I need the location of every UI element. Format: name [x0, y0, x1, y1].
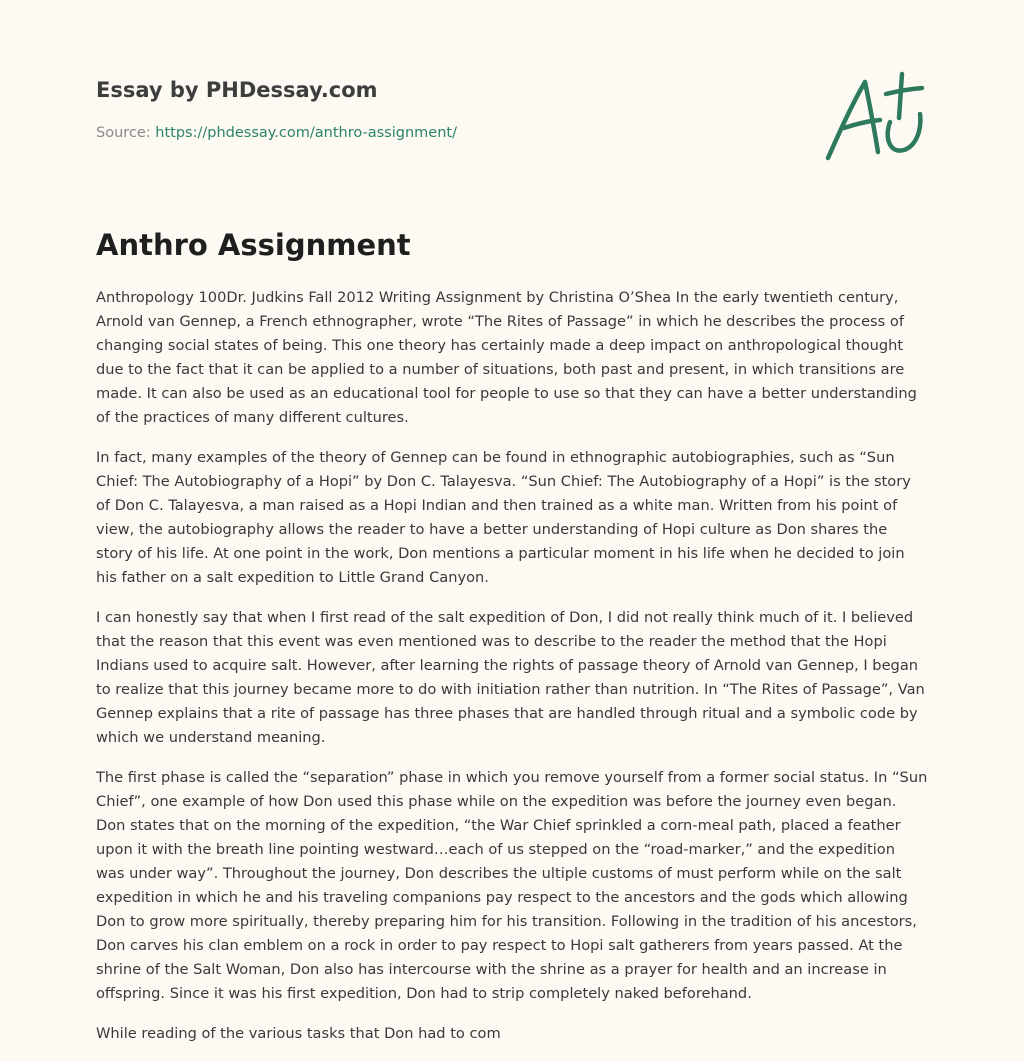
essay-paragraph: The first phase is called the “separation” phase in which you remove yourself from a former social status. In “Sun Chief”, one example of how Don used this phase while on the expedition was before the journey even began. Don states that on the morning of the expedition, “the War Chief sprinkled a corn-meal path, placed a feather upon it with the breath line pointing westward…each of us stepped on the “road-marker,” and the expedition was under way”. Throughout the journey, Don describes the ultiple customs of must perform while on the salt expedition in which he and his traveling companions pay respect to the ancestors and the gods which allowing Don to grow more spiritually, thereby preparing him for his transition. Following in the tradition of his ancestors, Don carves his clan emblem on a rock in order to pay respect to Hopi salt gatherers from years passed. At the shrine of the Salt Woman, Don also has intercourse with the shrine as a prayer for health and an increase in offspring. Since it was his first expedition, Don had to strip completely naked beforehand. [96, 769, 928, 1002]
essay-paragraph-truncated: While reading of the various tasks that Don had to com [96, 1025, 501, 1042]
essay-title: Anthro Assignment [96, 228, 411, 262]
a-plus-logo [818, 66, 928, 166]
a-plus-logo-icon [818, 66, 928, 166]
essay-paragraph: Anthropology 100Dr. Judkins Fall 2012 Writing Assignment by Christina O’Shea In the early twentieth century, Arnold van Gennep, a French ethnographer, wrote “The Rites of Passage” in which he describes the process of changing social states of being. This one theory has certainly made a deep impact on anthropological thought due to the fact that it can be applied to a number of situations, both past and present, in which transitions are made. It can also be used as an educational tool for people to use so that they can have a better understanding of the practices of many different cultures. [96, 289, 917, 426]
essay-paragraph: In fact, many examples of the theory of Gennep can be found in ethnographic autobiographies, such as “Sun Chief: The Autobiography of a Hopi” by Don C. Talayesva. “Sun Chief: The Autobiography of a Hopi” is the story of Don C. Talayesva, a man raised as a Hopi Indian and then trained as a white man. Written from his point of view, the autobiography allows the reader to have a better understanding of Hopi culture as Don shares the story of his life. At one point in the work, Don mentions a particular moment in his life when he decided to join his father on a salt expedition to Little Grand Canyon. [96, 449, 911, 586]
source-link[interactable]: https://phdessay.com/anthro-assignment/ [155, 125, 457, 141]
essay-paragraph: I can honestly say that when I first read of the salt expedition of Don, I did not really think much of it. I believed that the reason that this event was even mentioned was to describe to the reader the method that the Hopi Indians used to acquire salt. However, after learning the rights of passage theory of Arnold van Gennep, I began to realize that this journey became more to do with initiation rather than nutrition. In “The Rites of Passage”, Van Gennep explains that a rite of passage has three phases that are handled through ritual and a symbolic code by which we understand meaning. [96, 609, 925, 746]
site-brand: Essay by PHDessay.com [96, 78, 378, 102]
page-header [96, 76, 796, 143]
source-label: Source: [96, 125, 151, 141]
source-line [96, 123, 796, 143]
essay-content [96, 226, 928, 1062]
